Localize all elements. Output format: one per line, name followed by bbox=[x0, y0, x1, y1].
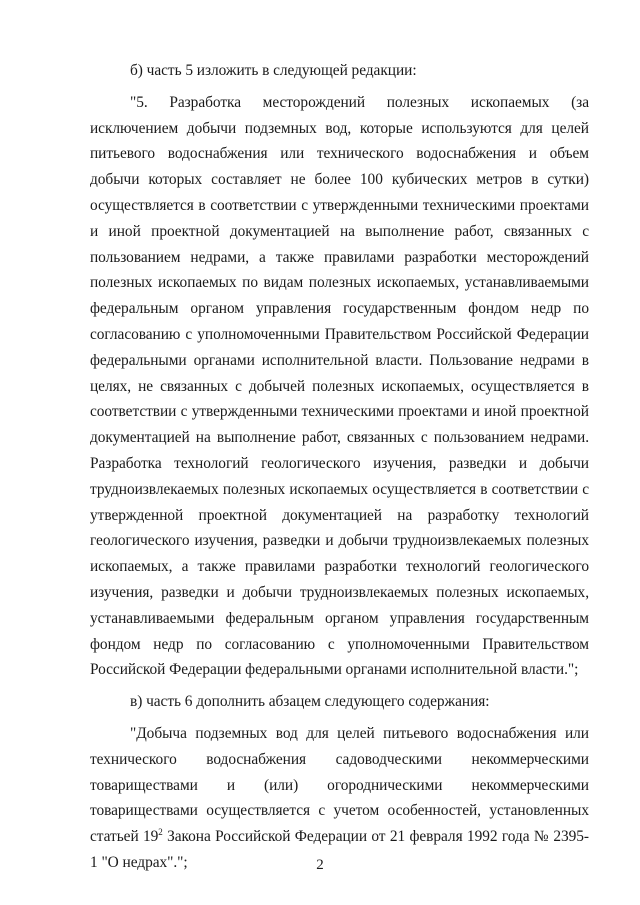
paragraph-part-6-addition bbox=[90, 721, 589, 876]
page-number: 2 bbox=[316, 857, 324, 873]
document-body bbox=[90, 58, 589, 876]
paragraph-item-b: б) часть 5 изложить в следующей редакции: bbox=[130, 62, 417, 79]
paragraph-part-5-text: "5. Разработка месторождений полезных ископаемых (за исключением добычи подземных вод, которые используются для целей питьевого водоснабжения или технического водоснабжения и объем добычи которых составляет не более 100 кубических метров в сутки) осуществляется в соответствии с утвержденными техническими проектами и иной проектной документацией на выполнение работ, связанных с пользованием недрами, а также правилами разработки месторождений полезных ископаемых по видам полезных ископаемых, устанавливаемыми федеральным органом управления государственным фондом недр по согласованию с уполномоченными Правительством Российской Федерации федеральными органами исполнительной власти. Пользование недрами в целях, не связанных с добычей полезных ископаемых, осуществляется в соответствии с утвержденными техническими проектами и иной проектной документацией на выполнение работ, связанных с пользованием недрами. Разработка технологий геологического изучения, разведки и добычи трудноизвлекаемых полезных ископаемых осуществляется в соответствии с утвержденной проектной документацией на разработку технологий геологического изучения, разведки и добычи трудноизвлекаемых полезных ископаемых, а также правилами разработки технологий геологического изучения, разведки и добычи трудноизвлекаемых полезных ископаемых, устанавливаемыми федеральным органом управления государственным фондом недр по согласованию с уполномоченными Правительством Российской Федерации федеральными органами исполнительной власти."; bbox=[90, 93, 589, 679]
article-superscript: 2 bbox=[158, 826, 163, 837]
paragraph-part-6-text-end: Закона Российской Федерации от 21 февраля 1992 года № 2395-1 "О недрах"."; bbox=[90, 828, 590, 871]
paragraph-part-6-text-start: "Добыча подземных вод для целей питьевого водоснабжения или технического водоснабжения садоводческими некоммерческими товариществами и (или) огородническими некоммерческими товариществами осуществляется с учетом особенностей, установленных статьей 19 bbox=[90, 724, 589, 846]
paragraph-item-v: в) часть 6 дополнить абзацем следующего содержания: bbox=[130, 693, 490, 711]
